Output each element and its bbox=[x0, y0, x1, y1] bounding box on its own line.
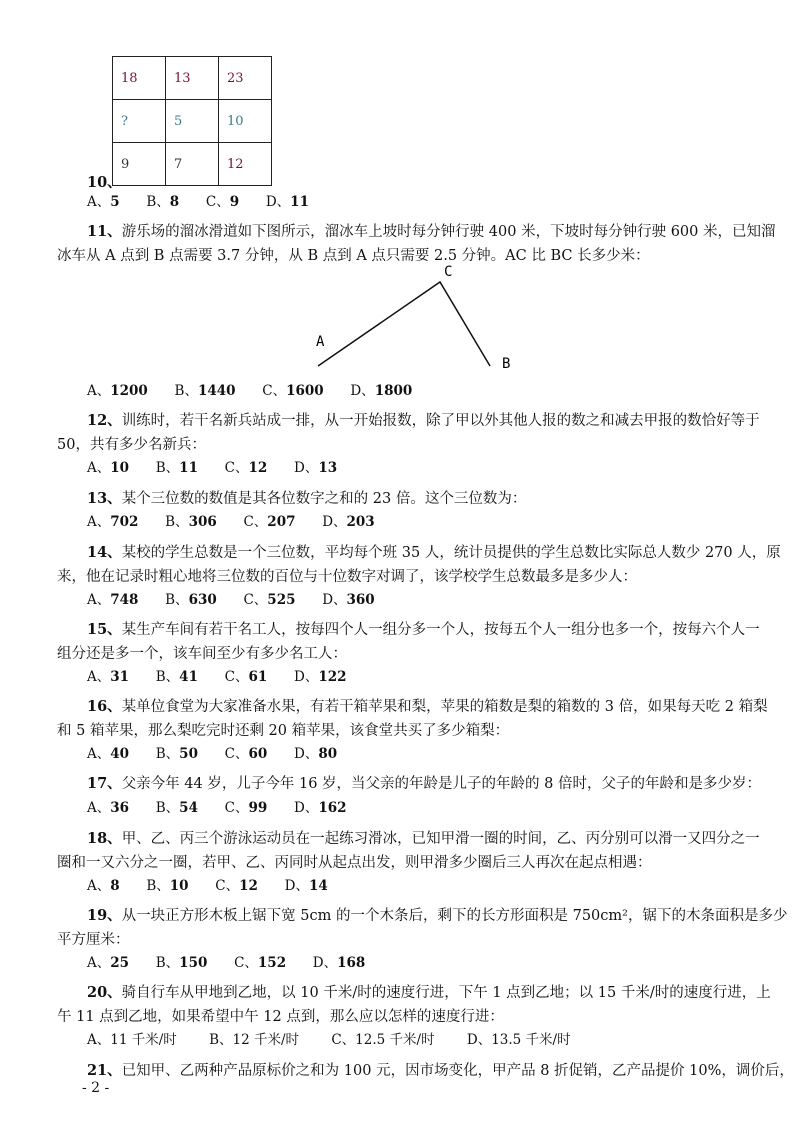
point-b-label: B bbox=[502, 356, 511, 372]
grid-cell: 12 bbox=[219, 143, 272, 186]
question-text: 骑自行车从甲地到乙地，以 10 千米/时的速度行进，下午 1 点到乙地；以 15 千米/时的速度行进，上 bbox=[121, 985, 771, 1001]
question-line bbox=[87, 540, 781, 566]
options-row bbox=[87, 874, 350, 894]
option-letter: A、 bbox=[87, 955, 111, 971]
option-value: 525 bbox=[267, 592, 296, 608]
option-value: 99 bbox=[248, 800, 268, 816]
option-letter: C、 bbox=[331, 1032, 356, 1048]
question-line: 平方厘米： bbox=[57, 932, 130, 948]
option-value: 36 bbox=[110, 800, 130, 816]
number-grid bbox=[112, 56, 272, 186]
question-number: 10、 bbox=[87, 174, 122, 191]
option-value: 1600 bbox=[286, 383, 324, 399]
option-value: 1440 bbox=[197, 383, 236, 399]
option-value: 40 bbox=[110, 746, 130, 762]
options-row bbox=[87, 1028, 571, 1048]
option-letter: D、 bbox=[466, 1032, 492, 1048]
question-line bbox=[87, 219, 775, 245]
option-letter: B、 bbox=[155, 669, 180, 685]
question-number: 18、 bbox=[87, 830, 122, 847]
option-value: 12.5 千米/时 bbox=[355, 1032, 435, 1048]
option-letter: A、 bbox=[87, 800, 111, 816]
option-value: 207 bbox=[267, 514, 296, 530]
grid-cell: 13 bbox=[166, 57, 219, 100]
option-letter: D、 bbox=[294, 800, 319, 816]
option-letter: C、 bbox=[234, 955, 258, 971]
options-row bbox=[87, 379, 434, 399]
option-value: 150 bbox=[179, 955, 208, 971]
option-value: 50 bbox=[179, 746, 198, 762]
options-row bbox=[87, 742, 359, 762]
question-line: 来，他在记录时粗心地将三位数的百位与十位数字对调了，该学校学生总数最多是多少人： bbox=[57, 569, 637, 585]
option-value: 12 bbox=[239, 878, 258, 894]
option-value: 630 bbox=[188, 592, 217, 608]
option-letter: D、 bbox=[294, 460, 319, 476]
option-value: 12 bbox=[248, 460, 268, 476]
options-row bbox=[87, 796, 369, 816]
option-value: 25 bbox=[110, 955, 130, 971]
option-value: 10 bbox=[110, 460, 130, 476]
option-letter: D、 bbox=[294, 746, 319, 762]
question-number: 17、 bbox=[87, 775, 122, 792]
question-line: 圈和一又六分之一圈，若甲、乙、丙同时从起点出发，则甲滑多少圈后三人再次在起点相遇： bbox=[57, 855, 652, 871]
options-row bbox=[87, 951, 387, 971]
option-letter: C、 bbox=[243, 514, 268, 530]
option-letter: A、 bbox=[87, 1032, 111, 1048]
option-letter: B、 bbox=[165, 592, 189, 608]
question-line: 冰车从 A 点到 B 点需要 3.7 分钟，从 B 点到 A 点只需要 2.5 分钟。AC 比 BC 长多少米： bbox=[57, 248, 650, 264]
question-number: 14、 bbox=[87, 544, 122, 561]
question-line bbox=[87, 408, 760, 434]
question-line: 50，共有多少名新兵： bbox=[57, 437, 206, 453]
option-letter: B、 bbox=[155, 746, 180, 762]
option-value: 14 bbox=[308, 878, 328, 894]
option-letter: C、 bbox=[243, 592, 268, 608]
option-value: 360 bbox=[346, 592, 375, 608]
option-letter: D、 bbox=[312, 955, 338, 971]
option-value: 13.5 千米/时 bbox=[491, 1032, 571, 1048]
option-letter: C、 bbox=[224, 460, 249, 476]
option-letter: A、 bbox=[87, 669, 111, 685]
option-letter: C、 bbox=[215, 878, 240, 894]
option-value: 203 bbox=[346, 514, 375, 530]
slope-line bbox=[318, 282, 490, 366]
option-value: 1800 bbox=[374, 383, 413, 399]
option-letter: A、 bbox=[87, 746, 111, 762]
question-line: 午 11 点到乙地，如果希望中午 12 点到，那么应以怎样的速度行进： bbox=[57, 1009, 504, 1025]
option-value: 702 bbox=[110, 514, 139, 530]
question-text: 父亲今年 44 岁，儿子今年 16 岁，当父亲的年龄是儿子的年龄的 8 倍时，父子的年龄和是多少岁： bbox=[121, 776, 761, 792]
option-letter: A、 bbox=[87, 194, 111, 210]
option-letter: B、 bbox=[155, 955, 180, 971]
option-value: 11 千米/时 bbox=[110, 1032, 177, 1048]
question-number: 20、 bbox=[87, 984, 122, 1001]
option-letter: C、 bbox=[224, 746, 249, 762]
option-value: 306 bbox=[188, 514, 217, 530]
option-letter: D、 bbox=[350, 383, 375, 399]
question-line bbox=[87, 903, 787, 929]
question-text: 从一块正方形木板上锯下宽 5cm 的一个木条后，剩下的长方形面积是 750cm²，锯下的木条面积是多少 bbox=[121, 908, 788, 924]
option-letter: C、 bbox=[205, 194, 230, 210]
point-a-label: A bbox=[316, 334, 325, 350]
question-line bbox=[87, 486, 526, 512]
option-value: 31 bbox=[110, 669, 130, 685]
option-letter: B、 bbox=[146, 194, 170, 210]
grid-row bbox=[113, 143, 272, 186]
option-letter: C、 bbox=[224, 669, 249, 685]
question-line bbox=[87, 771, 761, 797]
question-text: 某生产车间有若干名工人，按每四个人一组分多一个人，按每五个人一组分也多一个，按每六个人一 bbox=[121, 622, 760, 638]
option-value: 54 bbox=[179, 800, 198, 816]
option-value: 162 bbox=[318, 800, 347, 816]
option-value: 13 bbox=[318, 460, 338, 476]
options-row bbox=[87, 665, 369, 685]
point-c-label: C bbox=[444, 264, 453, 280]
option-letter: A、 bbox=[87, 514, 111, 530]
option-letter: B、 bbox=[165, 514, 189, 530]
option-value: 80 bbox=[318, 746, 338, 762]
option-letter: A、 bbox=[87, 460, 111, 476]
options-row bbox=[87, 456, 359, 476]
option-letter: B、 bbox=[155, 460, 180, 476]
option-value: 168 bbox=[337, 955, 366, 971]
grid-cell: 18 bbox=[113, 57, 166, 100]
option-value: 748 bbox=[110, 592, 139, 608]
grid-row bbox=[113, 57, 272, 100]
option-letter: B、 bbox=[155, 800, 180, 816]
option-letter: D、 bbox=[322, 514, 347, 530]
option-value: 12 千米/时 bbox=[232, 1032, 300, 1048]
grid-cell: 7 bbox=[166, 143, 219, 186]
question-number: 21、 bbox=[87, 1062, 122, 1079]
option-value: 8 bbox=[110, 878, 120, 894]
question-number: 15、 bbox=[87, 621, 122, 638]
question-line bbox=[87, 694, 768, 720]
option-letter: A、 bbox=[87, 383, 111, 399]
grid-cell: ? bbox=[113, 100, 166, 143]
question-line: 和 5 箱苹果，那么梨吃完时还剩 20 箱苹果，该食堂共买了多少箱梨： bbox=[57, 723, 510, 739]
question-text: 训练时，若干名新兵站成一排，从一开始报数，除了甲以外其他人报的数之和减去甲报的数恰好等于 bbox=[121, 413, 760, 429]
option-value: 1200 bbox=[110, 383, 148, 399]
question-text: 游乐场的溜冰滑道如下图所示，溜冰车上坡时每分钟行驶 400 米，下坡时每分钟行驶 600 米，已知溜 bbox=[121, 224, 776, 240]
grid-cell: 10 bbox=[219, 100, 272, 143]
options-row bbox=[87, 190, 331, 210]
question-line bbox=[87, 980, 771, 1006]
question-text: 某单位食堂为大家准备水果，有若干箱苹果和梨，苹果的箱数是梨的箱数的 3 倍，如果每天吃 2 箱梨 bbox=[121, 699, 768, 715]
grid-cell: 23 bbox=[219, 57, 272, 100]
option-letter: C、 bbox=[262, 383, 287, 399]
option-value: 41 bbox=[179, 669, 198, 685]
question-text: 甲、乙、丙三个游泳运动员在一起练习滑冰，已知甲滑一圈的时间，乙、丙分别可以滑一又四分之一 bbox=[121, 831, 760, 847]
option-value: 5 bbox=[110, 194, 120, 210]
option-value: 61 bbox=[248, 669, 268, 685]
option-value: 60 bbox=[248, 746, 268, 762]
option-letter: B、 bbox=[174, 383, 198, 399]
options-row bbox=[87, 588, 397, 608]
option-value: 11 bbox=[290, 194, 309, 210]
grid-cell: 9 bbox=[113, 143, 166, 186]
question-number: 12、 bbox=[87, 412, 122, 429]
question-number: 13、 bbox=[87, 490, 122, 507]
option-letter: D、 bbox=[265, 194, 291, 210]
option-value: 122 bbox=[318, 669, 347, 685]
option-letter: C、 bbox=[224, 800, 249, 816]
option-letter: D、 bbox=[294, 669, 319, 685]
options-row bbox=[87, 510, 397, 530]
question-text: 某校的学生总数是一个三位数，平均每个班 35 人，统计员提供的学生总数比实际总人数少 270 人，原 bbox=[121, 545, 781, 561]
grid-row bbox=[113, 100, 272, 143]
question-number: 11、 bbox=[87, 223, 122, 240]
option-letter: D、 bbox=[284, 878, 309, 894]
option-value: 8 bbox=[169, 194, 180, 210]
question-line bbox=[87, 617, 760, 643]
option-letter: D、 bbox=[322, 592, 347, 608]
option-value: 11 bbox=[179, 460, 198, 476]
option-letter: A、 bbox=[87, 592, 111, 608]
question-text: 已知甲、乙两种产品原标价之和为 100 元，因市场变化，甲产品 8 折促销，乙产品提价 10%，调价后， bbox=[121, 1063, 794, 1079]
option-value: 10 bbox=[169, 878, 189, 894]
question-line bbox=[87, 826, 760, 852]
question-line bbox=[87, 1058, 794, 1084]
grid-cell: 5 bbox=[166, 100, 219, 143]
option-value: 9 bbox=[229, 194, 240, 210]
option-letter: B、 bbox=[146, 878, 170, 894]
question-text: 某个三位数的数值是其各位数字之和的 23 倍。这个三位数为： bbox=[121, 491, 527, 507]
slope-diagram bbox=[300, 262, 540, 382]
page-number: - 2 - bbox=[82, 1080, 110, 1096]
option-letter: A、 bbox=[87, 878, 111, 894]
question-line: 组分还是多一个，该车间至少有多少名工人： bbox=[57, 646, 347, 662]
question-number: 19、 bbox=[87, 907, 122, 924]
question-number: 16、 bbox=[87, 698, 122, 715]
option-letter: B、 bbox=[209, 1032, 233, 1048]
option-value: 152 bbox=[257, 955, 287, 971]
